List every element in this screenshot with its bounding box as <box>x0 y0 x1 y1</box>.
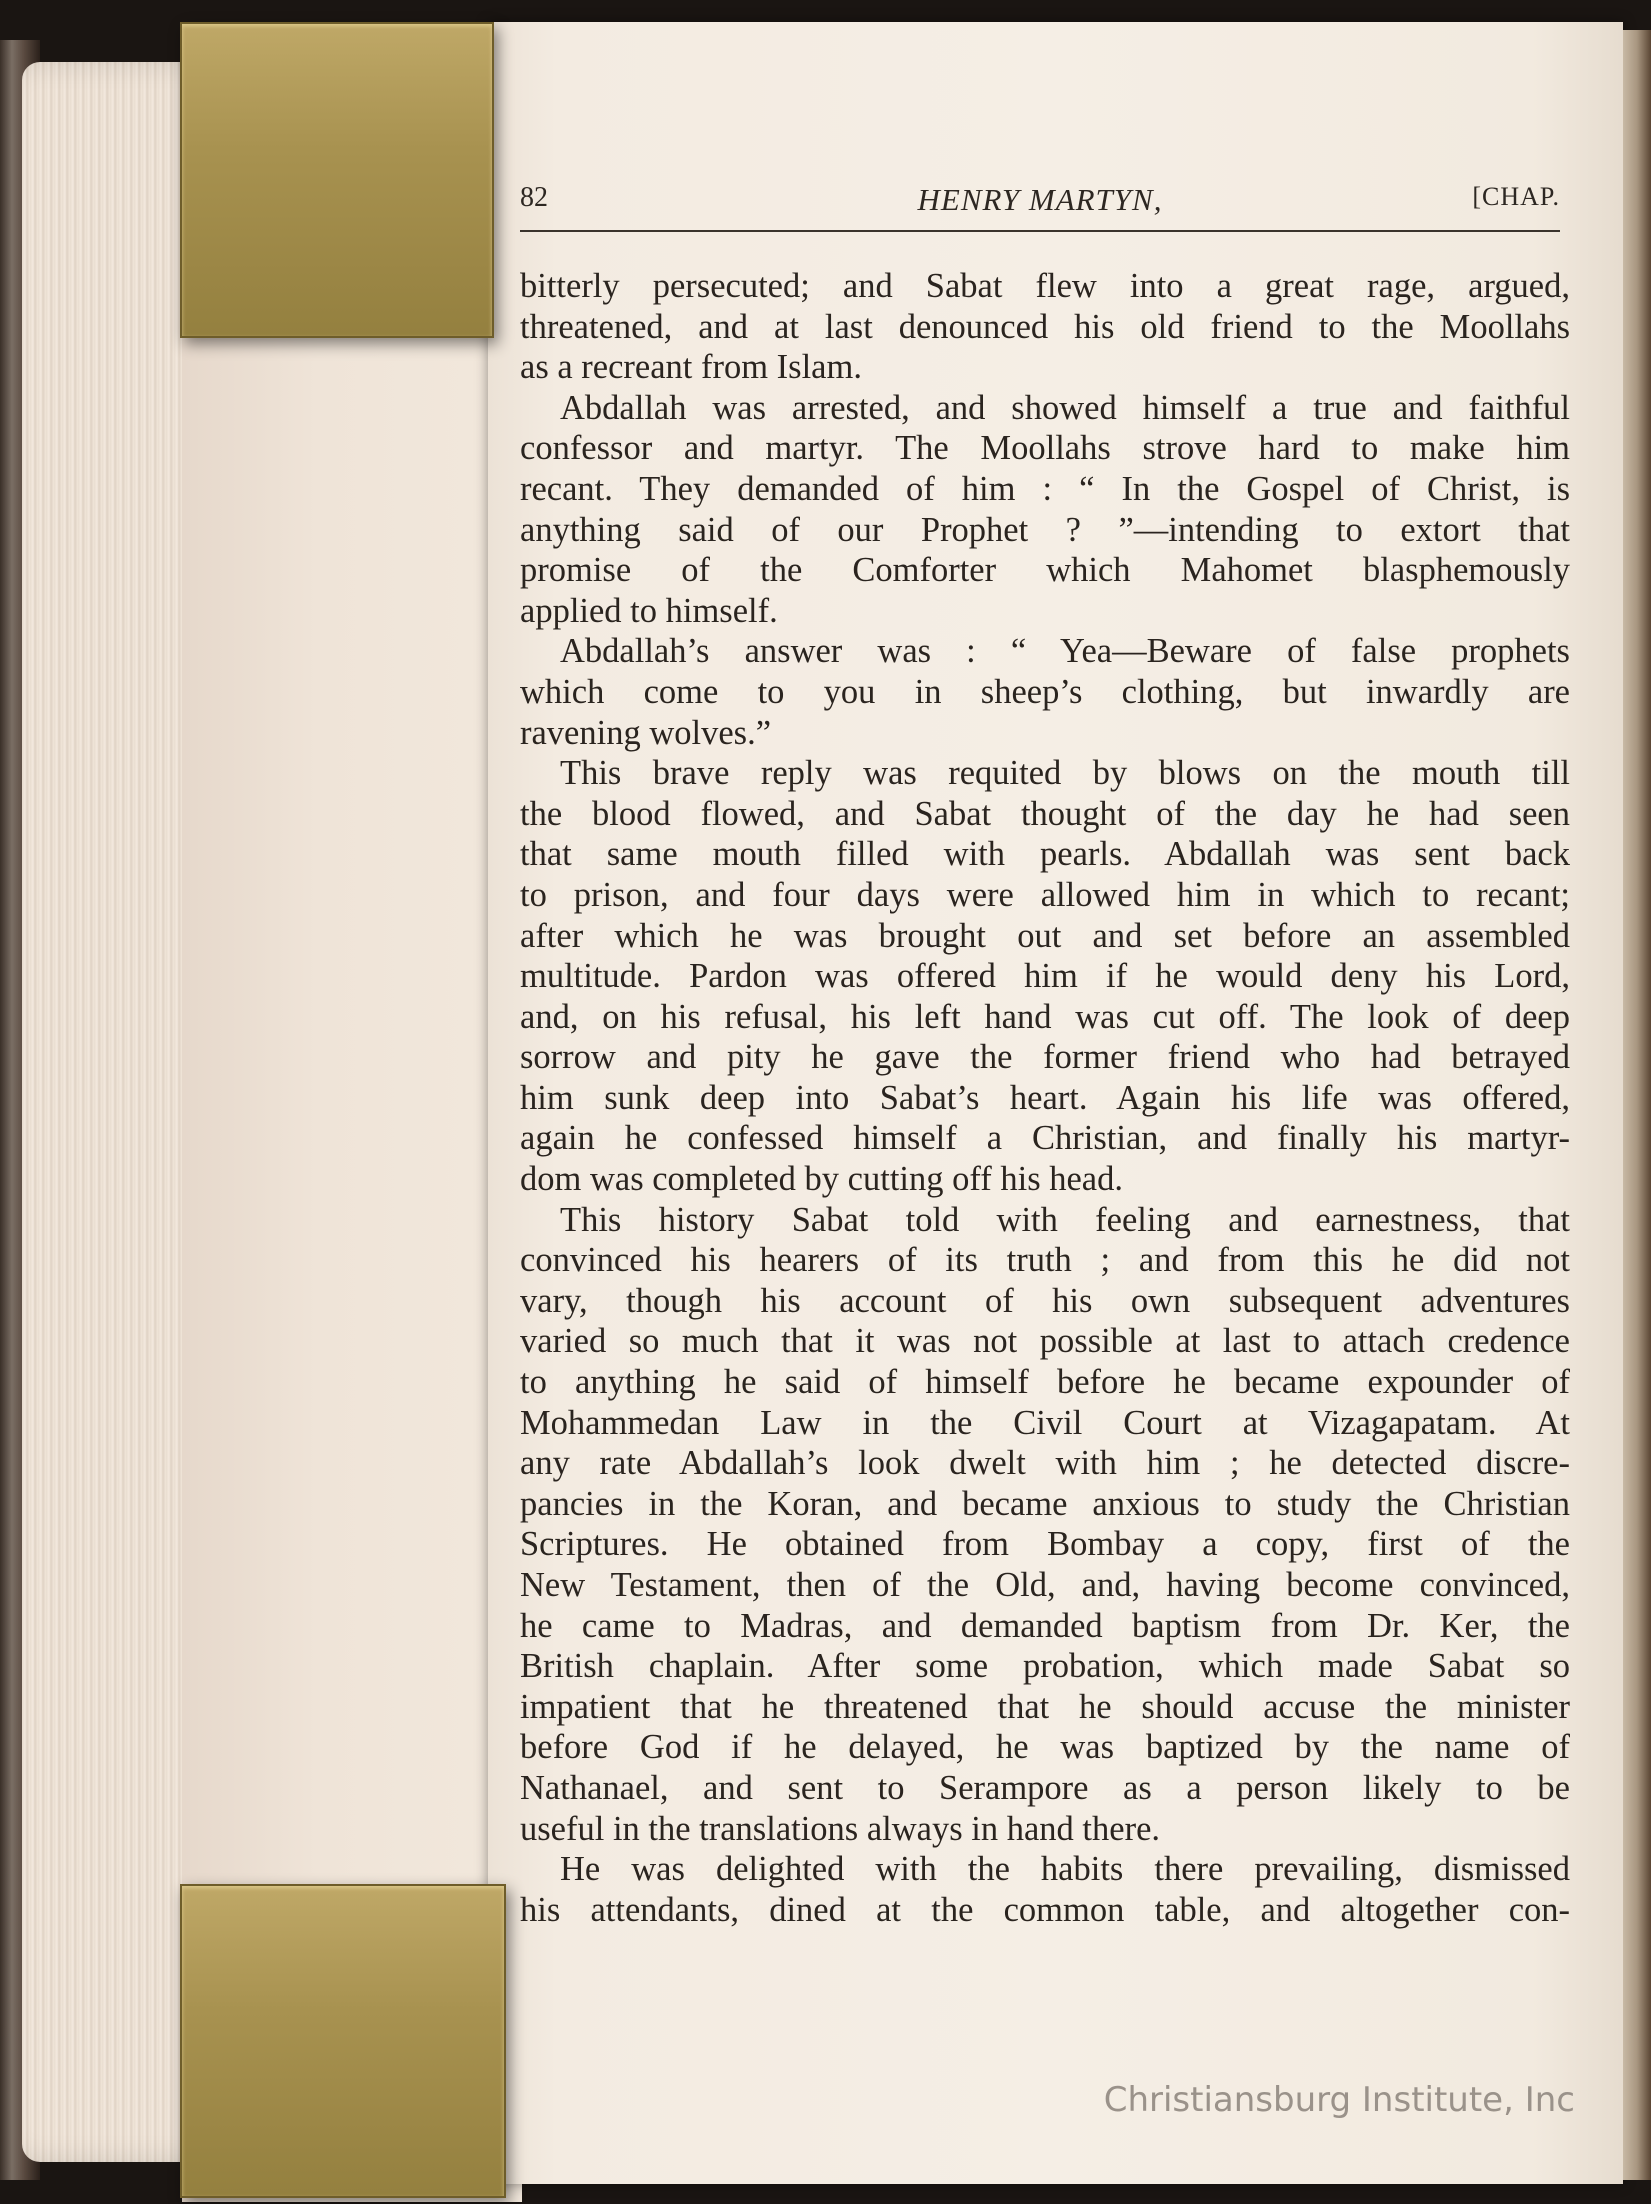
page-block-edges <box>22 62 502 2162</box>
text-line: to prison, and four days were allowed him in which to recant; <box>520 875 1570 914</box>
text-line: sorrow and pity he gave the former friend who had betrayed <box>520 1038 1570 1077</box>
page-number: 82 <box>520 182 548 213</box>
text-line: and, on his refusal, his left hand was cut off. The look of deep <box>520 997 1570 1036</box>
text-line: bitterly persecuted; and Sabat flew into a great rage, argued, <box>520 267 1570 305</box>
text-line: Abdallah was arrested, and showed himself a true and faithful <box>560 388 1570 427</box>
text-line: again he confessed himself a Christian, and finally his martyr- <box>520 1119 1570 1158</box>
text-line: as a recreant from Islam. <box>520 348 862 387</box>
text-line: impatient that he threatened that he should accuse the minister <box>520 1687 1570 1726</box>
book-right-edge <box>1623 30 1651 2180</box>
text-line: varied so much that it was not possible at last to attach credence <box>520 1322 1570 1361</box>
text-line: British chaplain. After some probation, which made Sabat so <box>520 1647 1570 1686</box>
text-line: This history Sabat told with feeling and earnestness, that <box>560 1200 1570 1239</box>
text-line: anything said of our Prophet ? ”—intending to extort that <box>520 510 1570 549</box>
text-line: to anything he said of himself before he became expounder of <box>520 1363 1570 1402</box>
brass-clip-bottom <box>180 1884 506 2198</box>
text-line: multitude. Pardon was offered him if he would deny his Lord, <box>520 957 1570 996</box>
text-line: after which he was brought out and set before an assembled <box>520 916 1570 955</box>
text-line: ravening wolves.” <box>520 713 772 752</box>
body-text <box>520 266 1570 1930</box>
page-header <box>520 180 1560 232</box>
text-line: vary, though his account of his own subsequent adventures <box>520 1281 1570 1320</box>
watermark: Christiansburg Institute, Inc <box>1103 2080 1575 2120</box>
text-line: He was delighted with the habits there prevailing, dismissed <box>560 1850 1570 1889</box>
text-line: New Testament, then of the Old, and, having become convinced, <box>520 1566 1570 1604</box>
text-line: dom was completed by cutting off his head. <box>520 1160 1123 1199</box>
text-line: threatened, and at last denounced his old friend to the Moollahs <box>520 307 1570 346</box>
text-line: Mohammedan Law in the Civil Court at Vizagapatam. At <box>520 1403 1570 1442</box>
brass-clip-top <box>180 22 494 338</box>
text-line: recant. They demanded of him : “ In the Gospel of Christ, is <box>520 469 1570 508</box>
text-line: pancies in the Koran, and became anxious to study the Christian <box>520 1484 1570 1523</box>
running-title: HENRY MARTYN, <box>917 182 1163 217</box>
text-line: Abdallah’s answer was : “ Yea—Beware of false prophets <box>560 632 1570 671</box>
text-line: promise of the Comforter which Mahomet blasphemously <box>520 551 1570 590</box>
text-line: convinced his hearers of its truth ; and from this he did not <box>520 1241 1570 1280</box>
text-line: before God if he delayed, he was baptized by the name of <box>520 1728 1570 1767</box>
text-line: This brave reply was requited by blows on the mouth till <box>560 754 1570 793</box>
text-line: him sunk deep into Sabat’s heart. Again his life was offered, <box>520 1078 1570 1117</box>
chapter-label: [CHAP. <box>1472 182 1560 211</box>
text-line: useful in the translations always in hand there. <box>520 1809 1161 1848</box>
text-line: his attendants, dined at the common table, and altogether con- <box>520 1890 1570 1929</box>
text-line: applied to himself. <box>520 591 778 630</box>
text-line: any rate Abdallah’s look dwelt with him ; he detected discre- <box>520 1444 1570 1483</box>
text-line: he came to Madras, and demanded baptism from Dr. Ker, the <box>520 1606 1570 1645</box>
text-line: which come to you in sheep’s clothing, but inwardly are <box>520 672 1570 711</box>
text-line: Scriptures. He obtained from Bombay a copy, first of the <box>520 1525 1570 1564</box>
text-line: that same mouth filled with pearls. Abdallah was sent back <box>520 835 1570 874</box>
text-line: confessor and martyr. The Moollahs strove hard to make him <box>520 429 1570 468</box>
text-line: Nathanael, and sent to Serampore as a person likely to be <box>520 1768 1570 1807</box>
text-line: the blood flowed, and Sabat thought of the day he had seen <box>520 794 1570 833</box>
